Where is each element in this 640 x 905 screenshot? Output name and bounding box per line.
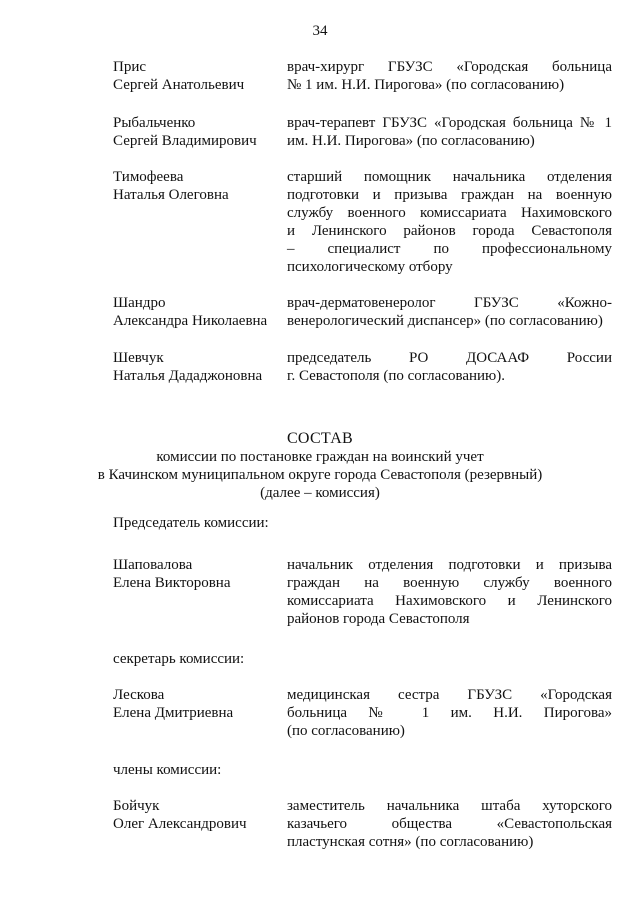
heading-line-2: в Качинском муниципальном округе города Севастополя (резервный) [97,467,543,483]
member-role: начальник отделения подготовки и призыва граждан на военную службу военного комиссариата Нахимовского и Ленинского районов города Севастополя [287,557,612,627]
member-name: Лескова Елена Дмитриевна [113,687,234,721]
member-name: Рыбальченко Сергей Владимирович [113,115,257,149]
page-number: 34 [312,23,328,39]
section-heading [0,430,640,502]
member-name: Бойчук Олег Александрович [113,798,247,832]
member-role: заместитель начальника штаба хуторского казачьего общества «Севастопольская пластунская сотня» (по согласованию) [287,798,612,850]
member-role: врач-хирург ГБУЗС «Городская больница № 1 им. Н.И. Пирогова» (по согласованию) [287,59,612,93]
member-name: Шевчук Наталья Дададжоновна [113,350,263,384]
heading-line-1: комиссии по постановке граждан на воинский учет [156,449,484,465]
member-role: старший помощник начальника отделения подготовки и призыва граждан на военную службу военного комиссариата Нахимовского и Ленинского районов города Севастополя – специалист по профессиональному психологическому отбору [287,169,612,275]
chairman-label: Председатель комиссии: [113,515,269,531]
members-label: члены комиссии: [113,762,222,778]
member-role: председатель РО ДОСААФ России г. Севастополя (по согласованию). [287,350,612,384]
member-role: врач-терапевт ГБУЗС «Городская больница № 1 им. Н.И. Пирогова» (по согласованию) [287,115,612,149]
member-name: Шаповалова Елена Викторовна [113,557,231,591]
heading-line-3: (далее – комиссия) [260,485,380,501]
member-name: Шандро Александра Николаевна [113,295,268,329]
member-name: Прис Сергей Анатольевич [113,59,245,93]
member-role: медицинская сестра ГБУЗС «Городская больница № 1 им. Н.И. Пирогова» (по согласованию) [287,687,612,739]
secretary-label: секретарь комиссии: [113,651,245,667]
member-name: Тимофеева Наталья Олеговна [113,169,229,203]
member-role: врач-дерматовенеролог ГБУЗС «Кожно- венерологический диспансер» (по согласованию) [287,295,612,329]
heading-title: СОСТАВ [286,430,354,447]
